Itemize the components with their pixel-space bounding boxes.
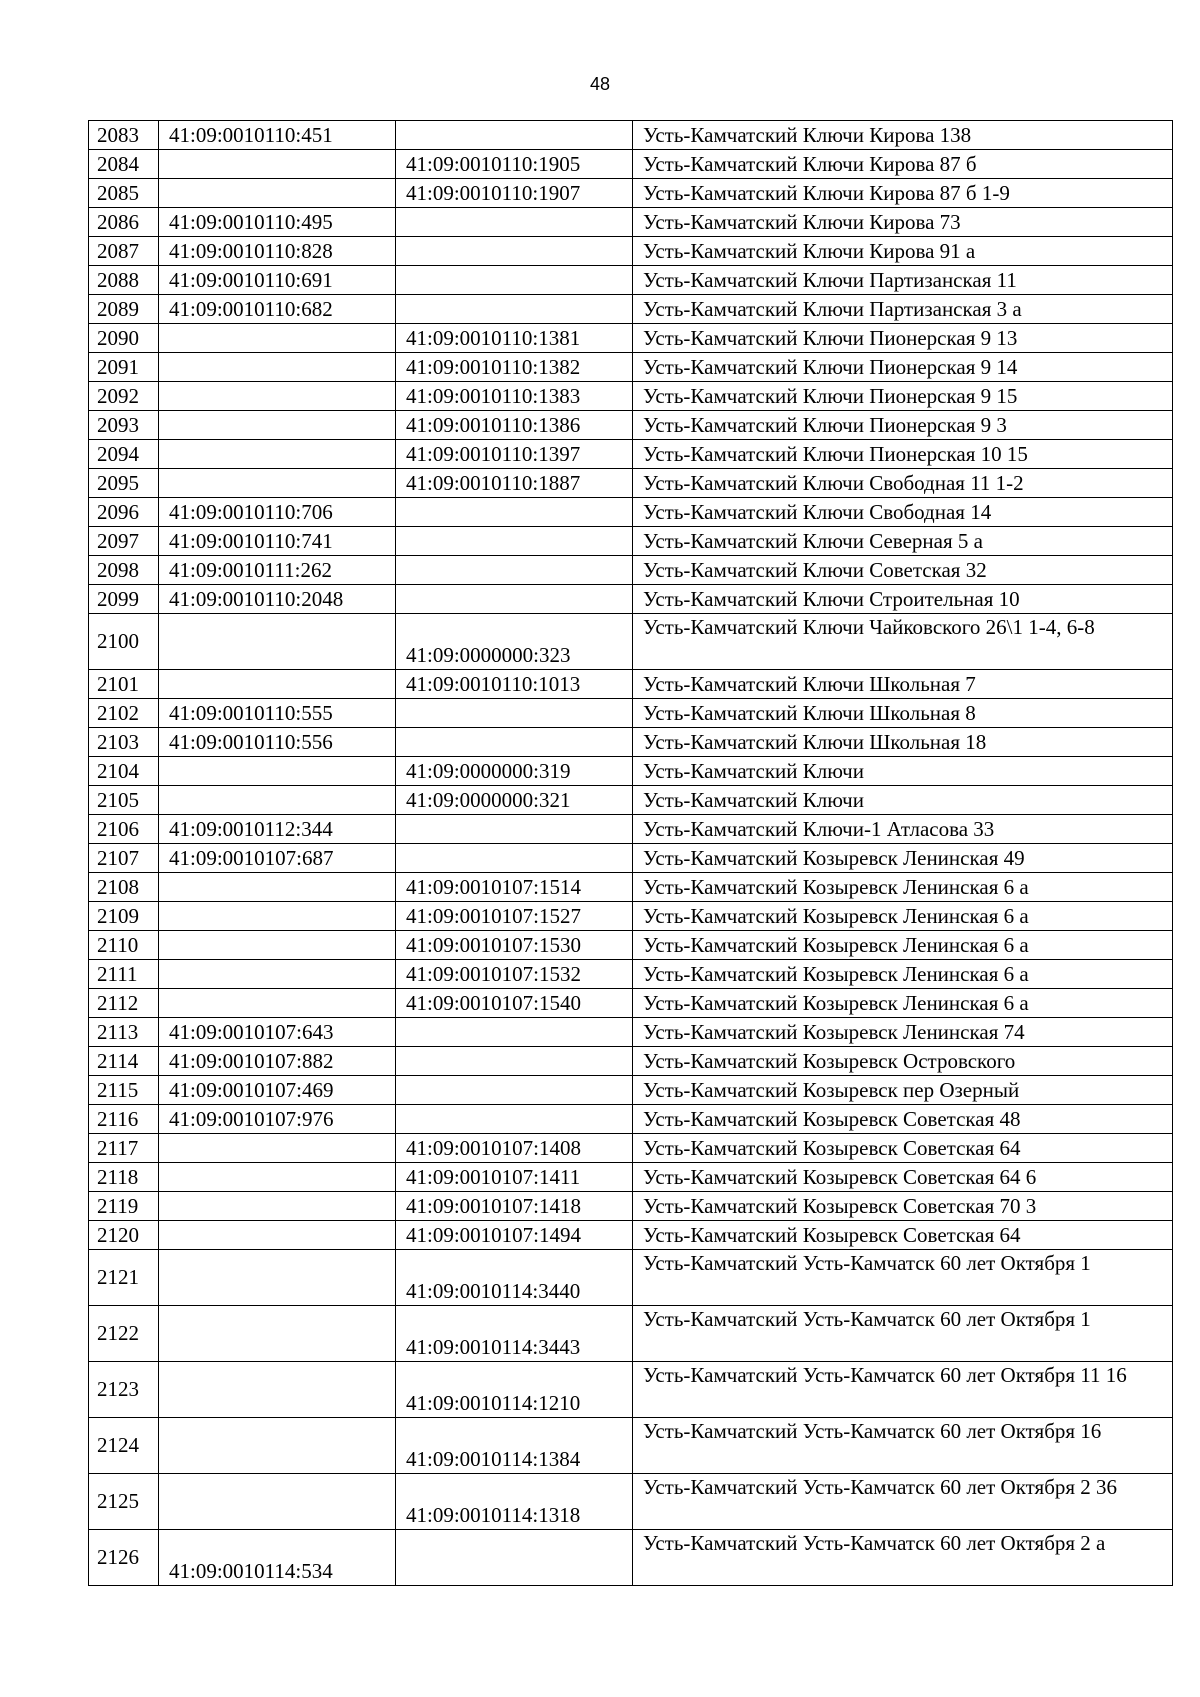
table-row — [89, 1105, 1173, 1134]
row-number-cell: 2105 — [89, 786, 159, 815]
building-cadastral-number-cell: 41:09:0010107:1514 — [396, 873, 633, 902]
address-cell: Усть-Камчатский Ключи Пионерская 9 15 — [633, 382, 1173, 411]
building-cadastral-number-cell: 41:09:0010114:3440 — [396, 1250, 633, 1306]
building-cadastral-number-cell: 41:09:0000000:319 — [396, 757, 633, 786]
address-cell: Усть-Камчатский Козыревск Ленинская 6 а — [633, 931, 1173, 960]
cadastral-number-cell — [159, 757, 396, 786]
cadastral-number-cell: 41:09:0010110:556 — [159, 728, 396, 757]
row-number-cell: 2114 — [89, 1047, 159, 1076]
cadastral-number-cell: 41:09:0010110:2048 — [159, 585, 396, 614]
row-number-cell: 2113 — [89, 1018, 159, 1047]
address-cell: Усть-Камчатский Ключи Партизанская 3 а — [633, 295, 1173, 324]
cadastral-number-cell: 41:09:0010107:882 — [159, 1047, 396, 1076]
table-row — [89, 1018, 1173, 1047]
building-cadastral-number-cell: 41:09:0010110:1382 — [396, 353, 633, 382]
cadastral-number-cell: 41:09:0010110:495 — [159, 208, 396, 237]
row-number-cell: 2126 — [89, 1530, 159, 1586]
address-cell: Усть-Камчатский Ключи Кирова 87 б — [633, 150, 1173, 179]
table-row — [89, 411, 1173, 440]
building-cadastral-number-cell — [396, 556, 633, 585]
building-cadastral-number-cell — [396, 498, 633, 527]
table-row — [89, 382, 1173, 411]
building-cadastral-number-cell — [396, 295, 633, 324]
building-cadastral-number-cell: 41:09:0010110:1386 — [396, 411, 633, 440]
building-cadastral-number-cell: 41:09:0010114:1384 — [396, 1418, 633, 1474]
address-cell: Усть-Камчатский Усть-Камчатск 60 лет Октября 1 — [633, 1306, 1173, 1362]
table-row — [89, 1530, 1173, 1586]
address-cell: Усть-Камчатский Усть-Камчатск 60 лет Октября 16 — [633, 1418, 1173, 1474]
row-number-cell: 2117 — [89, 1134, 159, 1163]
table-row — [89, 670, 1173, 699]
building-cadastral-number-cell — [396, 527, 633, 556]
table-row — [89, 1250, 1173, 1306]
row-number-cell: 2111 — [89, 960, 159, 989]
cadastral-number-cell: 41:09:0010110:555 — [159, 699, 396, 728]
row-number-cell: 2121 — [89, 1250, 159, 1306]
row-number-cell: 2112 — [89, 989, 159, 1018]
row-number-cell: 2083 — [89, 121, 159, 150]
row-number-cell: 2106 — [89, 815, 159, 844]
address-cell: Усть-Камчатский Усть-Камчатск 60 лет Октября 2 36 — [633, 1474, 1173, 1530]
cadastral-number-cell — [159, 1221, 396, 1250]
row-number-cell: 2098 — [89, 556, 159, 585]
address-cell: Усть-Камчатский Козыревск Ленинская 6 а — [633, 960, 1173, 989]
table-row — [89, 1192, 1173, 1221]
address-cell: Усть-Камчатский Усть-Камчатск 60 лет Октября 2 а — [633, 1530, 1173, 1586]
cadastral-number-cell — [159, 382, 396, 411]
building-cadastral-number-cell — [396, 585, 633, 614]
address-cell: Усть-Камчатский Ключи Строительная 10 — [633, 585, 1173, 614]
building-cadastral-number-cell — [396, 208, 633, 237]
table-row — [89, 353, 1173, 382]
row-number-cell: 2090 — [89, 324, 159, 353]
cadastral-number-cell — [159, 960, 396, 989]
table-row — [89, 237, 1173, 266]
row-number-cell: 2097 — [89, 527, 159, 556]
building-cadastral-number-cell: 41:09:0010110:1907 — [396, 179, 633, 208]
cadastral-number-cell: 41:09:0010110:691 — [159, 266, 396, 295]
building-cadastral-number-cell: 41:09:0000000:323 — [396, 614, 633, 670]
building-cadastral-number-cell: 41:09:0010110:1383 — [396, 382, 633, 411]
address-cell: Усть-Камчатский Ключи — [633, 757, 1173, 786]
row-number-cell: 2122 — [89, 1306, 159, 1362]
cadastral-number-cell: 41:09:0010107:687 — [159, 844, 396, 873]
address-cell: Усть-Камчатский Ключи Пионерская 10 15 — [633, 440, 1173, 469]
table-row — [89, 1163, 1173, 1192]
cadastral-number-cell: 41:09:0010107:643 — [159, 1018, 396, 1047]
building-cadastral-number-cell — [396, 1018, 633, 1047]
row-number-cell: 2109 — [89, 902, 159, 931]
building-cadastral-number-cell: 41:09:0010107:1418 — [396, 1192, 633, 1221]
row-number-cell: 2118 — [89, 1163, 159, 1192]
row-number-cell: 2103 — [89, 728, 159, 757]
table-row — [89, 931, 1173, 960]
building-cadastral-number-cell: 41:09:0010110:1013 — [396, 670, 633, 699]
row-number-cell: 2092 — [89, 382, 159, 411]
building-cadastral-number-cell: 41:09:0010110:1887 — [396, 469, 633, 498]
address-cell: Усть-Камчатский Ключи Советская 32 — [633, 556, 1173, 585]
table-row — [89, 1306, 1173, 1362]
building-cadastral-number-cell: 41:09:0010107:1527 — [396, 902, 633, 931]
building-cadastral-number-cell: 41:09:0010114:1318 — [396, 1474, 633, 1530]
row-number-cell: 2091 — [89, 353, 159, 382]
address-cell: Усть-Камчатский Козыревск Советская 48 — [633, 1105, 1173, 1134]
address-cell: Усть-Камчатский Козыревск Островского — [633, 1047, 1173, 1076]
table-row — [89, 208, 1173, 237]
table-row — [89, 699, 1173, 728]
address-cell: Усть-Камчатский Ключи Пионерская 9 3 — [633, 411, 1173, 440]
cadastral-number-cell — [159, 1192, 396, 1221]
row-number-cell: 2124 — [89, 1418, 159, 1474]
row-number-cell: 2100 — [89, 614, 159, 670]
address-cell: Усть-Камчатский Козыревск Советская 64 — [633, 1221, 1173, 1250]
table-row — [89, 1076, 1173, 1105]
building-cadastral-number-cell: 41:09:0010107:1408 — [396, 1134, 633, 1163]
address-cell: Усть-Камчатский Ключи Школьная 18 — [633, 728, 1173, 757]
table-row — [89, 179, 1173, 208]
row-number-cell: 2119 — [89, 1192, 159, 1221]
table-row — [89, 585, 1173, 614]
row-number-cell: 2094 — [89, 440, 159, 469]
building-cadastral-number-cell: 41:09:0010107:1494 — [396, 1221, 633, 1250]
building-cadastral-number-cell — [396, 1047, 633, 1076]
building-cadastral-number-cell: 41:09:0010110:1397 — [396, 440, 633, 469]
row-number-cell: 2120 — [89, 1221, 159, 1250]
row-number-cell: 2084 — [89, 150, 159, 179]
building-cadastral-number-cell — [396, 699, 633, 728]
address-cell: Усть-Камчатский Ключи-1 Атласова 33 — [633, 815, 1173, 844]
building-cadastral-number-cell: 41:09:0010110:1381 — [396, 324, 633, 353]
address-cell: Усть-Камчатский Козыревск Ленинская 6 а — [633, 989, 1173, 1018]
cadastral-number-cell — [159, 873, 396, 902]
cadastral-number-cell — [159, 469, 396, 498]
address-cell: Усть-Камчатский Ключи Партизанская 11 — [633, 266, 1173, 295]
table-row — [89, 902, 1173, 931]
cadastral-number-cell — [159, 353, 396, 382]
cadastral-number-cell — [159, 1474, 396, 1530]
table-row — [89, 1221, 1173, 1250]
address-cell: Усть-Камчатский Усть-Камчатск 60 лет Октября 11 16 — [633, 1362, 1173, 1418]
table-row — [89, 786, 1173, 815]
address-cell: Усть-Камчатский Ключи Школьная 7 — [633, 670, 1173, 699]
table-row — [89, 498, 1173, 527]
building-cadastral-number-cell — [396, 1076, 633, 1105]
table-row — [89, 989, 1173, 1018]
table-row — [89, 960, 1173, 989]
cadastral-number-cell — [159, 1163, 396, 1192]
cadastral-number-cell — [159, 440, 396, 469]
property-registry-table — [88, 120, 1173, 1586]
row-number-cell: 2095 — [89, 469, 159, 498]
address-cell: Усть-Камчатский Козыревск Советская 70 3 — [633, 1192, 1173, 1221]
cadastral-number-cell: 41:09:0010114:534 — [159, 1530, 396, 1586]
row-number-cell: 2110 — [89, 931, 159, 960]
row-number-cell: 2096 — [89, 498, 159, 527]
building-cadastral-number-cell — [396, 815, 633, 844]
table-row — [89, 150, 1173, 179]
cadastral-number-cell — [159, 614, 396, 670]
cadastral-number-cell — [159, 411, 396, 440]
table-row — [89, 728, 1173, 757]
table-row — [89, 295, 1173, 324]
address-cell: Усть-Камчатский Козыревск Ленинская 49 — [633, 844, 1173, 873]
address-cell: Усть-Камчатский Ключи Пионерская 9 13 — [633, 324, 1173, 353]
cadastral-number-cell — [159, 179, 396, 208]
row-number-cell: 2104 — [89, 757, 159, 786]
building-cadastral-number-cell — [396, 1530, 633, 1586]
building-cadastral-number-cell — [396, 266, 633, 295]
table-row — [89, 324, 1173, 353]
table-row — [89, 844, 1173, 873]
row-number-cell: 2101 — [89, 670, 159, 699]
table-row — [89, 527, 1173, 556]
cadastral-number-cell — [159, 670, 396, 699]
address-cell: Усть-Камчатский Ключи Свободная 11 1-2 — [633, 469, 1173, 498]
address-cell: Усть-Камчатский Козыревск Советская 64 6 — [633, 1163, 1173, 1192]
row-number-cell: 2107 — [89, 844, 159, 873]
row-number-cell: 2093 — [89, 411, 159, 440]
cadastral-number-cell — [159, 931, 396, 960]
address-cell: Усть-Камчатский Ключи Школьная 8 — [633, 699, 1173, 728]
cadastral-number-cell: 41:09:0010110:682 — [159, 295, 396, 324]
row-number-cell: 2086 — [89, 208, 159, 237]
address-cell: Усть-Камчатский Ключи — [633, 786, 1173, 815]
address-cell: Усть-Камчатский Ключи Кирова 138 — [633, 121, 1173, 150]
building-cadastral-number-cell — [396, 1105, 633, 1134]
cadastral-number-cell — [159, 786, 396, 815]
building-cadastral-number-cell: 41:09:0010107:1411 — [396, 1163, 633, 1192]
table-row — [89, 757, 1173, 786]
address-cell: Усть-Камчатский Ключи Кирова 87 б 1-9 — [633, 179, 1173, 208]
building-cadastral-number-cell — [396, 121, 633, 150]
address-cell: Усть-Камчатский Козыревск Ленинская 74 — [633, 1018, 1173, 1047]
address-cell: Усть-Камчатский Усть-Камчатск 60 лет Октября 1 — [633, 1250, 1173, 1306]
cadastral-number-cell: 41:09:0010111:262 — [159, 556, 396, 585]
address-cell: Усть-Камчатский Ключи Свободная 14 — [633, 498, 1173, 527]
cadastral-number-cell: 41:09:0010107:469 — [159, 1076, 396, 1105]
table-row — [89, 1134, 1173, 1163]
table-row — [89, 873, 1173, 902]
row-number-cell: 2087 — [89, 237, 159, 266]
table-row — [89, 1362, 1173, 1418]
table-row — [89, 614, 1173, 670]
cadastral-number-cell: 41:09:0010107:976 — [159, 1105, 396, 1134]
table-row — [89, 266, 1173, 295]
building-cadastral-number-cell: 41:09:0000000:321 — [396, 786, 633, 815]
row-number-cell: 2125 — [89, 1474, 159, 1530]
cadastral-number-cell: 41:09:0010110:451 — [159, 121, 396, 150]
address-cell: Усть-Камчатский Ключи Северная 5 а — [633, 527, 1173, 556]
cadastral-number-cell — [159, 150, 396, 179]
cadastral-number-cell — [159, 1250, 396, 1306]
table-row — [89, 469, 1173, 498]
row-number-cell: 2089 — [89, 295, 159, 324]
building-cadastral-number-cell: 41:09:0010114:1210 — [396, 1362, 633, 1418]
address-cell: Усть-Камчатский Козыревск Ленинская 6 а — [633, 873, 1173, 902]
row-number-cell: 2123 — [89, 1362, 159, 1418]
row-number-cell: 2116 — [89, 1105, 159, 1134]
address-cell: Усть-Камчатский Козыревск Ленинская 6 а — [633, 902, 1173, 931]
row-number-cell: 2115 — [89, 1076, 159, 1105]
cadastral-number-cell — [159, 1418, 396, 1474]
cadastral-number-cell — [159, 1306, 396, 1362]
cadastral-number-cell — [159, 902, 396, 931]
cadastral-number-cell — [159, 1362, 396, 1418]
building-cadastral-number-cell: 41:09:0010107:1532 — [396, 960, 633, 989]
registry-body — [89, 121, 1173, 1586]
table-row — [89, 815, 1173, 844]
building-cadastral-number-cell: 41:09:0010107:1530 — [396, 931, 633, 960]
table-row — [89, 1418, 1173, 1474]
building-cadastral-number-cell: 41:09:0010110:1905 — [396, 150, 633, 179]
cadastral-number-cell: 41:09:0010110:706 — [159, 498, 396, 527]
cadastral-number-cell: 41:09:0010110:828 — [159, 237, 396, 266]
row-number-cell: 2099 — [89, 585, 159, 614]
cadastral-number-cell: 41:09:0010110:741 — [159, 527, 396, 556]
row-number-cell: 2108 — [89, 873, 159, 902]
table-row — [89, 556, 1173, 585]
building-cadastral-number-cell: 41:09:0010114:3443 — [396, 1306, 633, 1362]
address-cell: Усть-Камчатский Ключи Пионерская 9 14 — [633, 353, 1173, 382]
row-number-cell: 2085 — [89, 179, 159, 208]
address-cell: Усть-Камчатский Ключи Кирова 91 а — [633, 237, 1173, 266]
address-cell: Усть-Камчатский Козыревск пер Озерный — [633, 1076, 1173, 1105]
cadastral-number-cell — [159, 1134, 396, 1163]
table-row — [89, 1474, 1173, 1530]
cadastral-number-cell — [159, 989, 396, 1018]
table-row — [89, 1047, 1173, 1076]
address-cell: Усть-Камчатский Ключи Чайковского 26\1 1-4, 6-8 — [633, 614, 1173, 670]
building-cadastral-number-cell — [396, 844, 633, 873]
table-row — [89, 121, 1173, 150]
cadastral-number-cell — [159, 324, 396, 353]
page-number: 48 — [589, 74, 611, 94]
row-number-cell: 2102 — [89, 699, 159, 728]
building-cadastral-number-cell — [396, 728, 633, 757]
table-row — [89, 440, 1173, 469]
building-cadastral-number-cell: 41:09:0010107:1540 — [396, 989, 633, 1018]
row-number-cell: 2088 — [89, 266, 159, 295]
building-cadastral-number-cell — [396, 237, 633, 266]
cadastral-number-cell: 41:09:0010112:344 — [159, 815, 396, 844]
address-cell: Усть-Камчатский Ключи Кирова 73 — [633, 208, 1173, 237]
address-cell: Усть-Камчатский Козыревск Советская 64 — [633, 1134, 1173, 1163]
